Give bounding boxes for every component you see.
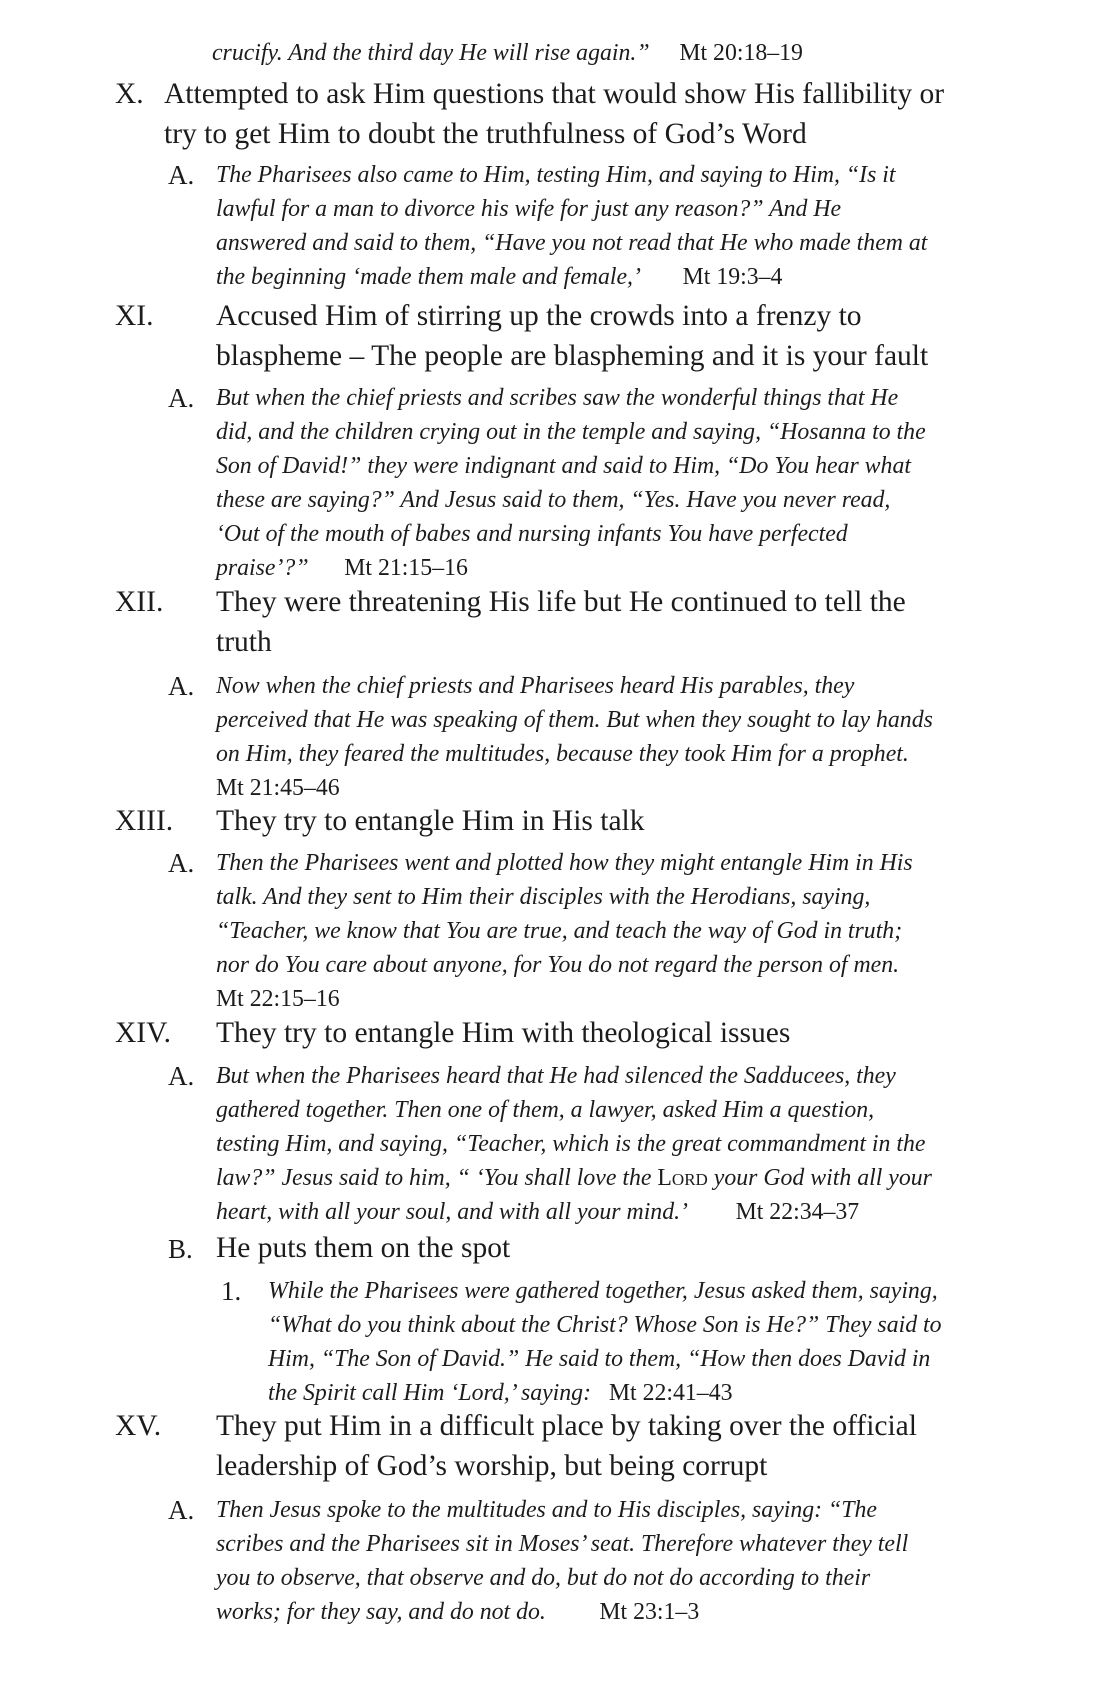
- quote-xiv-a-line-1: But when the Pharisees heard that He had silenced the Sadducees, they: [216, 1063, 896, 1089]
- scripture-reference: Mt 23:1–3: [599, 1599, 700, 1625]
- section-numeral-xii: XII.: [115, 586, 164, 618]
- quote-xiv-b-1-line-2: “What do you think about the Christ? Whose Son is He?” They said to: [268, 1312, 942, 1338]
- quote-xiii-a-line-4: nor do You care about anyone, for You do not regard the person of men.: [216, 952, 900, 978]
- quote-xv-a-line-2: scribes and the Pharisees sit in Moses’ seat. Therefore whatever they tell: [216, 1531, 909, 1557]
- quote-x-a-line-2: lawful for a man to divorce his wife for just any reason?” And He: [216, 196, 842, 222]
- section-numeral-x: X.: [115, 78, 144, 110]
- scripture-reference: Mt 22:15–16: [216, 986, 340, 1012]
- sub-marker-xiii-a: A.: [168, 848, 195, 878]
- quote-xiii-a-line-2: talk. And they sent to Him their disciples with the Herodians, saying,: [216, 884, 871, 910]
- sub-marker-x-a: A.: [168, 160, 195, 190]
- section-numeral-xi: XI.: [115, 300, 154, 332]
- quote-x-a-line-1: The Pharisees also came to Him, testing Him, and saying to Him, “Is it: [216, 162, 896, 188]
- scripture-reference: Mt 21:15–16: [344, 555, 468, 581]
- scripture-reference: Mt 22:34–37: [735, 1199, 860, 1225]
- scripture-reference: Mt 21:45–46: [216, 775, 340, 801]
- section-heading-xii-line-2: truth: [216, 626, 272, 658]
- section-heading-xv-line-1: They put Him in a difficult place by taking over the official: [216, 1410, 917, 1442]
- quote-x-a-line-4: the beginning ‘made them male and female,’ Mt 19:3–4: [216, 264, 783, 290]
- quote-xv-a-line-4: works; for they say, and do not do. Mt 23:1–3: [216, 1599, 700, 1625]
- quote-x-a-line-3: answered and said to them, “Have you not read that He who made them at: [216, 230, 928, 256]
- quote-xi-a-line-1: But when the chief priests and scribes saw the wonderful things that He: [216, 385, 899, 411]
- section-heading-x-line-1: Attempted to ask Him questions that would show His fallibility or: [164, 78, 945, 110]
- quote-xiv-b-1-line-1: While the Pharisees were gathered together, Jesus asked them, saying,: [268, 1278, 938, 1304]
- quote-xii-a-line-1: Now when the chief priests and Pharisees heard His parables, they: [216, 673, 855, 699]
- quote-xiv-b-1-line-3: Him, “The Son of David.” He said to them, “How then does David in: [268, 1346, 931, 1372]
- quote-xiii-a-line-3: “Teacher, we know that You are true, and teach the way of God in truth;: [216, 918, 903, 944]
- item-marker-xiv-b-1: 1.: [221, 1276, 242, 1306]
- lord-small-caps: Lord: [657, 1165, 708, 1191]
- quote-xiv-a-line-2: gathered together. Then one of them, a lawyer, asked Him a question,: [216, 1097, 875, 1123]
- sub-marker-xiv-a: A.: [168, 1061, 195, 1091]
- section-numeral-xv: XV.: [115, 1410, 162, 1442]
- quote-xii-a-line-3: on Him, they feared the multitudes, because they took Him for a prophet.: [216, 741, 909, 767]
- quote-xi-a-line-2: did, and the children crying out in the temple and saying, “Hosanna to the: [216, 419, 926, 445]
- section-heading-xv-line-2: leadership of God’s worship, but being corrupt: [216, 1450, 768, 1482]
- quote-xiv-a-line-5: heart, with all your soul, and with all your mind.’ Mt 22:34–37: [216, 1199, 860, 1225]
- quote-xiv-b-1-line-4: the Spirit call Him ‘Lord,’ saying: Mt 22:41–43: [268, 1380, 733, 1406]
- sub-marker-xiv-b: B.: [168, 1234, 193, 1264]
- quote-xii-a-line-2: perceived that He was speaking of them. But when they sought to lay hands: [216, 707, 933, 733]
- quote-xi-a-line-6: praise’?” Mt 21:15–16: [216, 555, 468, 581]
- quote-xiii-a-line-1: Then the Pharisees went and plotted how they might entangle Him in His: [216, 850, 913, 876]
- quote-xi-a-line-3: Son of David!” they were indignant and said to Him, “Do You hear what: [216, 453, 911, 479]
- section-heading-xii-line-1: They were threatening His life but He continued to tell the: [216, 586, 906, 618]
- sub-heading-xiv-b: He puts them on the spot: [216, 1232, 511, 1264]
- quote-xiv-a-line-3: testing Him, and saying, “Teacher, which is the great commandment in the: [216, 1131, 926, 1157]
- section-heading-xiii: They try to entangle Him in His talk: [216, 805, 645, 837]
- scripture-reference: Mt 22:41–43: [608, 1380, 733, 1406]
- sub-marker-xv-a: A.: [168, 1495, 195, 1525]
- quote-xv-a-line-3: you to observe, that observe and do, but do not do according to their: [216, 1565, 871, 1591]
- scripture-reference: Mt 19:3–4: [682, 264, 783, 290]
- quote-xv-a-line-1: Then Jesus spoke to the multitudes and to His disciples, saying: “The: [216, 1497, 877, 1523]
- sub-marker-xi-a: A.: [168, 383, 195, 413]
- section-heading-xiv: They try to entangle Him with theological issues: [216, 1017, 791, 1049]
- quote-xi-a-line-5: ‘Out of the mouth of babes and nursing infants You have perfected: [216, 521, 848, 547]
- quote-xiv-a-line-4: law?” Jesus said to him, “ ‘You shall love the Lord your God with all your: [216, 1165, 932, 1191]
- section-numeral-xiv: XIV.: [115, 1017, 172, 1049]
- section-heading-x-line-2: try to get Him to doubt the truthfulness of God’s Word: [164, 118, 807, 150]
- section-heading-xi-line-2: blaspheme – The people are blaspheming and it is your fault: [216, 340, 929, 372]
- section-heading-xi-line-1: Accused Him of stirring up the crowds into a frenzy to: [216, 300, 862, 332]
- sub-marker-xii-a: A.: [168, 671, 195, 701]
- section-numeral-xiii: XIII.: [115, 805, 174, 837]
- quote-xi-a-line-4: these are saying?” And Jesus said to them, “Yes. Have you never read,: [216, 487, 891, 513]
- scripture-reference: Mt 20:18–19: [679, 40, 803, 66]
- carryover-line: crucify. And the third day He will rise again.” Mt 20:18–19: [212, 40, 803, 66]
